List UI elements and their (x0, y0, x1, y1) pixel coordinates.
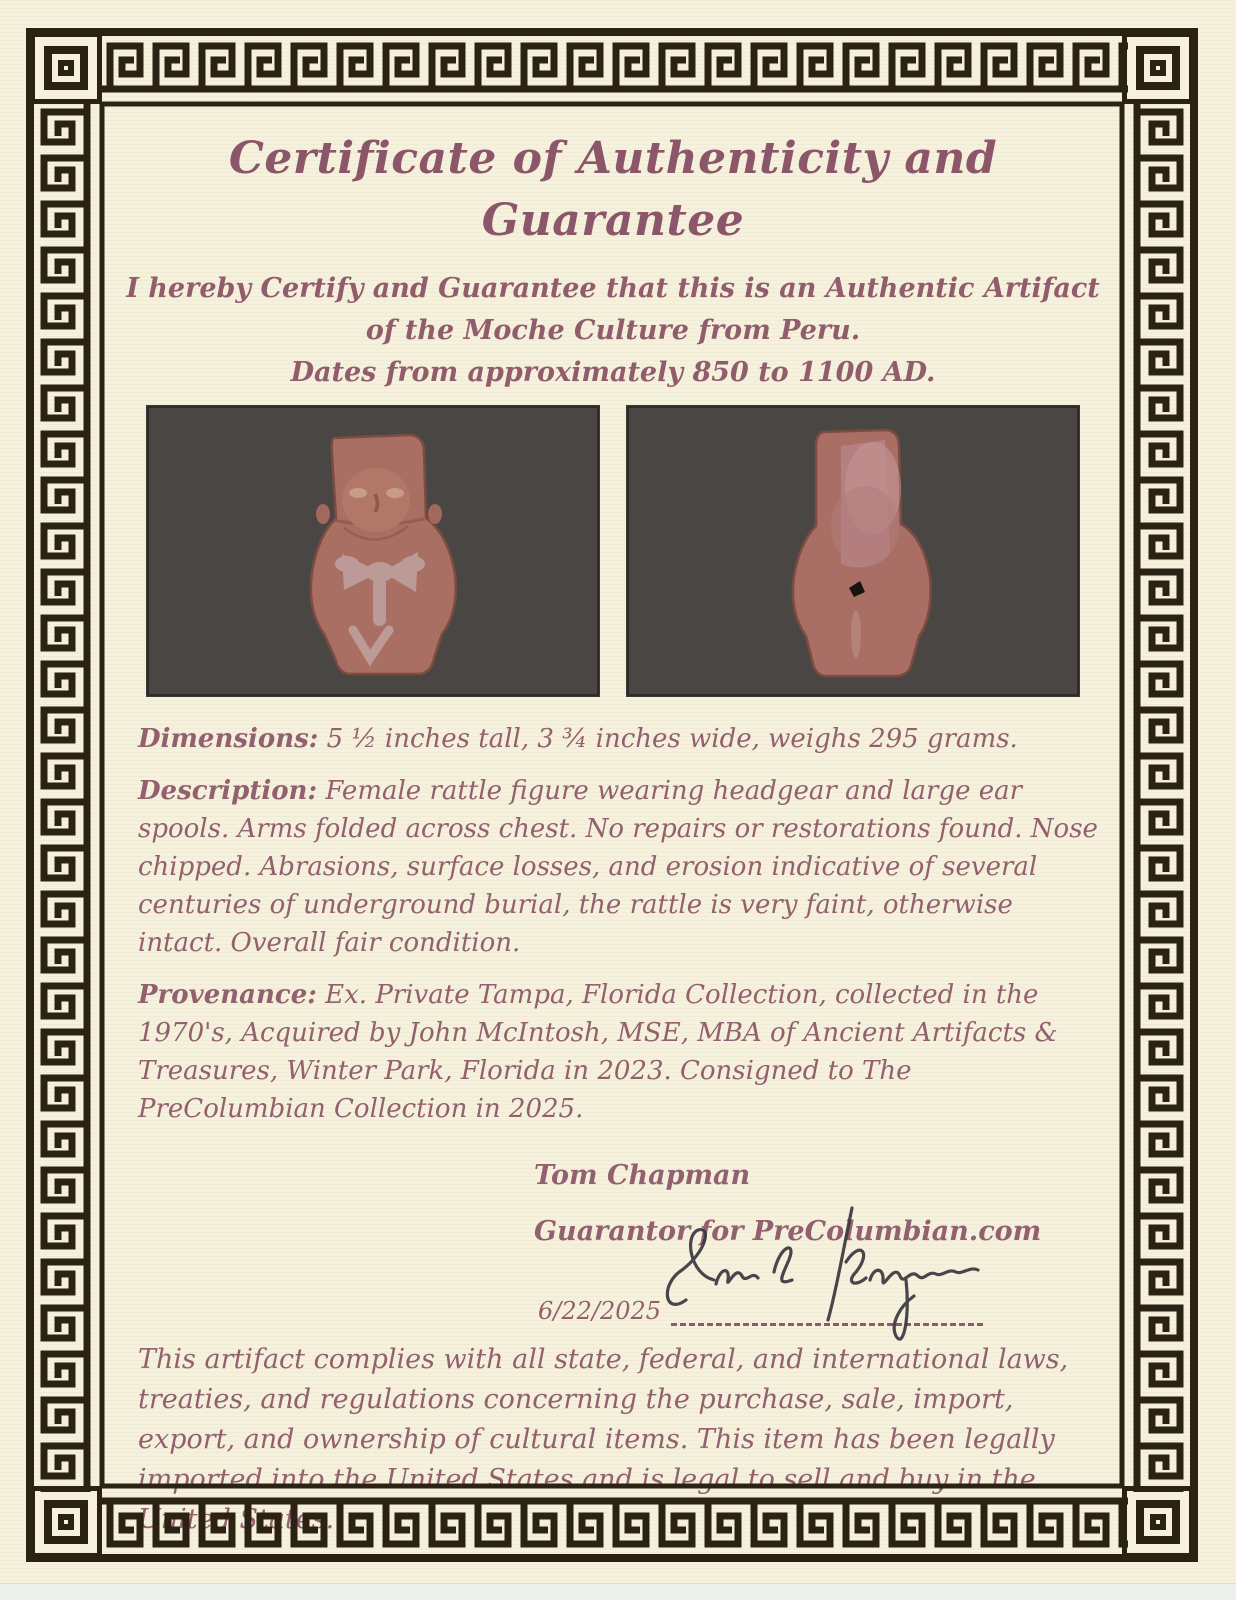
description-label: Description: (138, 776, 318, 806)
signatory-role: Guarantor for PreColumbian.com (534, 1216, 1042, 1247)
signatory-name: Tom Chapman (534, 1160, 751, 1191)
legal-paragraph: This artifact complies with all state, federal, and international laws, treaties, and regulations concerning the purchase, sale, import, export, and ownership of cultural items. This item has been legally imported into the United States and is legal to sell and buy in the United States. (138, 1344, 1069, 1535)
statement-line: Dates from approximately 850 to 1100 AD. (290, 357, 936, 388)
statement-line: I hereby Certify and Guarantee that this is an Authentic Artifact (126, 273, 1100, 304)
border-corner-motifs (33, 35, 1192, 1556)
dimensions-label: Dimensions: (138, 724, 319, 754)
dimensions-text: 5 ½ inches tall, 3 ¾ inches wide, weighs 295 grams. (326, 724, 1018, 754)
provenance-text: Ex. Private Tampa, Florida Collection, collected in the 1970's, Acquired by John McIntosh, MSE, MBA of Ancient Artifacts & Treasures, Winter Park, Florida in 2023. Consigned to The PreColumbian Collection in 2025. (138, 980, 1058, 1124)
provenance-label: Provenance: (138, 980, 317, 1010)
signature-date: 6/22/2025 (538, 1297, 662, 1325)
certificate-title: Certificate of Authenticity and Guarantee (228, 133, 998, 246)
statement-line: of the Moche Culture from Peru. (365, 315, 861, 346)
description-text: Female rattle figure wearing headgear and large ear spools. Arms folded across chest. No repairs or restorations found. Nose chipped. Abrasions, surface losses, and erosion indicative of several centuries of underground burial, the rattle is very faint, otherwise intact. Overall fair condition. (138, 776, 1098, 958)
